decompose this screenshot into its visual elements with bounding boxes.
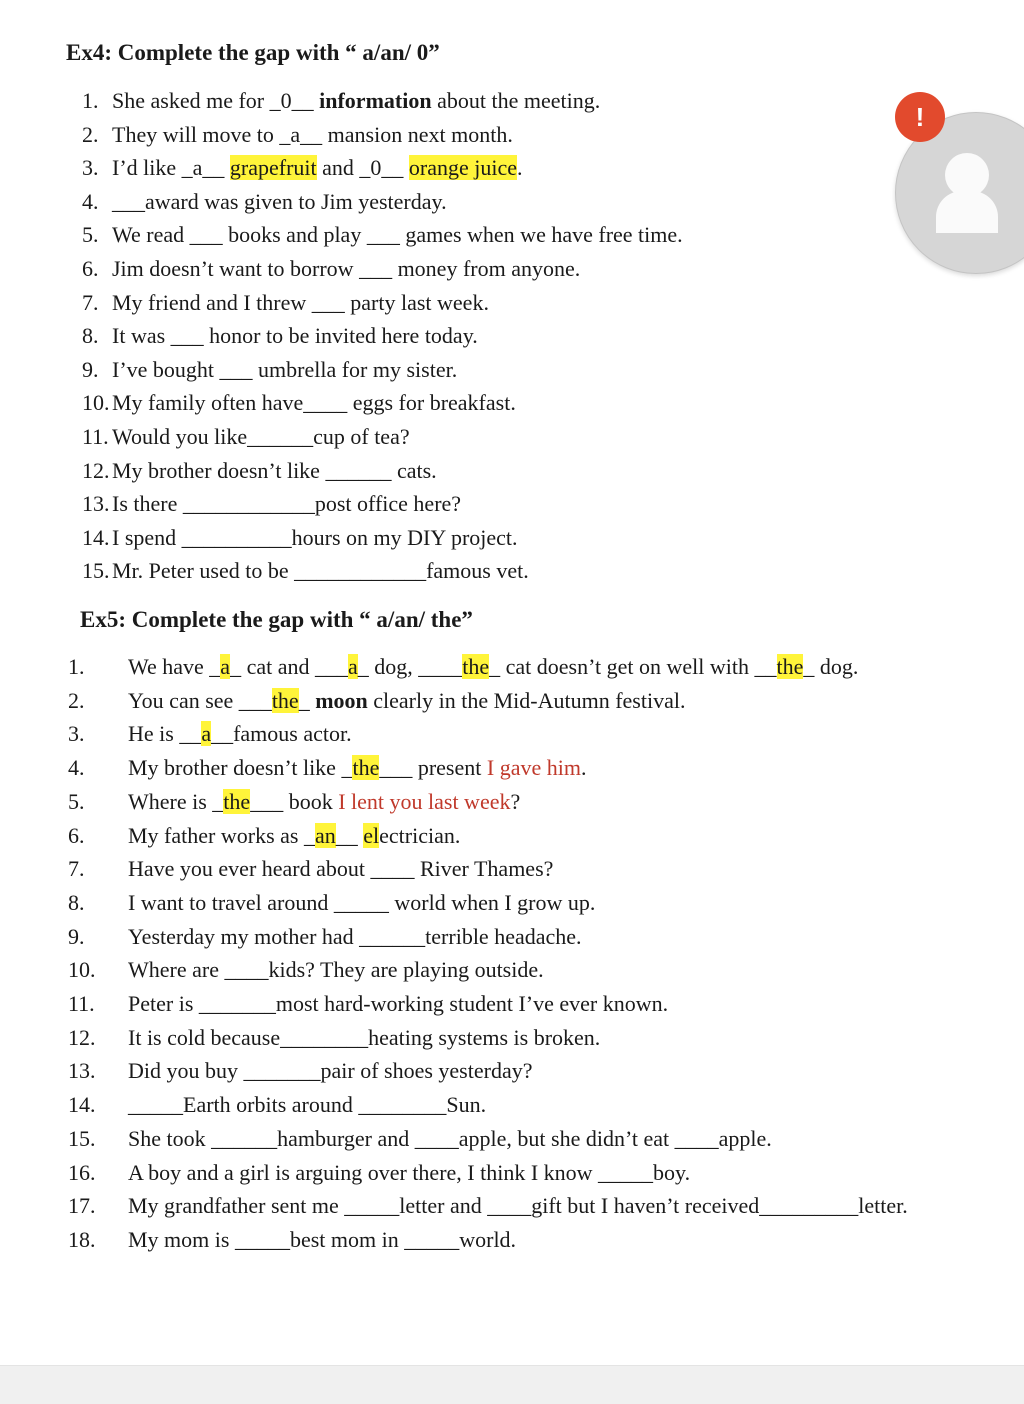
item-number: 4. [82,188,99,214]
item-number: 18. [68,1226,96,1252]
item-number: 8. [68,889,85,915]
item-number: 15. [68,1125,96,1151]
sentence-text: My father works as _ [128,822,315,848]
ex4-item [82,222,683,248]
annotation-text: I gave him [486,755,581,781]
sentence-text: moon [315,687,368,713]
item-number: 12. [68,1024,96,1050]
ex5-item [68,1193,908,1219]
ex5-item [68,654,858,680]
ex5-item [68,1126,772,1152]
sentence-text: Have you ever heard about ____ River Thames? [128,856,554,882]
sentence-text: about the meeting. [431,88,601,113]
sentence-text: We have _ [128,654,221,679]
ex5-item [68,1160,690,1186]
notification-badge-icon[interactable]: ! [895,92,945,142]
sentence-text: clearly in the Mid-Autumn festival. [367,687,686,713]
sentence-text: __famous actor. [211,721,352,747]
item-number: 3. [68,721,85,747]
highlighted-answer: the [462,654,490,679]
sentence-text: _ dog, ____ [357,654,463,679]
item-number: 13. [68,1058,96,1084]
sentence-text: I spend __________hours on my DIY project. [112,524,518,550]
item-number: 13. [82,491,110,517]
sentence-text: _ cat doesn’t get on well with __ [489,654,777,679]
ex5-item [68,823,460,849]
ex5-item [68,991,668,1017]
sentence-text: _ cat and ___ [230,654,348,679]
sentence-text: I’ve bought ___ umbrella for my sister. [112,356,458,382]
ex4-item [82,458,437,484]
ex5-item [68,1025,600,1051]
sentence-text: __ [335,822,364,848]
sentence-text: _ dog. [803,654,859,679]
ex5-item [68,890,595,916]
sentence-text: My friend and I threw ___ party last week. [112,289,489,315]
sentence-text: My family often have____ eggs for breakfast. [112,390,516,416]
item-number: 1. [82,88,99,113]
item-number: 8. [82,323,99,349]
ex5-item [68,1227,516,1253]
item-number: 17. [68,1193,96,1219]
bottom-bar [0,1365,1024,1404]
ex4-item [82,290,489,316]
sentence-text: Is there ____________post office here? [112,491,462,517]
ex5-item [68,1058,532,1084]
item-number: 9. [68,923,85,949]
sentence-text: My grandfather sent me _____letter and ____gift but I haven’t received_________letter. [128,1193,908,1219]
sentence-text: I want to travel around _____ world when I grow up. [128,889,596,915]
ex4-item [82,122,513,148]
ex4-item [82,88,600,114]
sentence-text: ___award was given to Jim yesterday. [112,188,447,214]
ex5-title: Ex5: Complete the gap with “ a/an/ the” [80,607,473,632]
ex4-title: Ex4: Complete the gap with “ a/an/ 0” [66,40,440,65]
item-number: 7. [68,856,85,882]
sentence-text: . [517,155,523,181]
item-number: 11. [82,424,109,449]
sentence-text: ___ book [250,788,339,814]
item-number: 14. [68,1092,96,1118]
item-number: 7. [82,289,99,315]
avatar-body-shape [936,191,998,233]
item-number: 11. [68,991,95,1016]
sentence-text: ectrician. [379,822,461,848]
item-number: 14. [82,524,110,550]
sentence-text: She took ______hamburger and ____apple, but she didn’t eat ____apple. [128,1125,772,1151]
sentence-text: I’d like _a__ [112,155,230,181]
annotation-text: I lent you last week [338,788,511,814]
ex5-item [68,856,553,882]
highlighted-answer: the [223,788,251,814]
item-number: 9. [82,356,99,382]
sentence-text: Where is _ [128,788,224,814]
item-number: 2. [82,121,99,147]
sentence-text: She asked me for _0__ [112,88,320,113]
sentence-text: Where are ____kids? They are playing outside. [128,957,544,983]
highlighted-answer: el [363,822,380,848]
item-number: 2. [68,687,85,713]
highlighted-answer: an [314,822,336,848]
sentence-text: Did you buy _______pair of shoes yesterday? [128,1058,533,1084]
sentence-text: _____Earth orbits around ________Sun. [128,1092,487,1118]
item-number: 16. [68,1159,96,1185]
ex4-item [82,424,410,450]
ex5-item [68,957,544,983]
sentence-text: Yesterday my mother had ______terrible headache. [128,923,582,949]
highlighted-answer: the [352,755,380,781]
item-number: 3. [82,155,99,181]
item-number: 15. [82,558,110,584]
sentence-text: They will move to _a__ mansion next month. [112,121,513,147]
sentence-text: Mr. Peter used to be ____________famous vet. [112,558,529,584]
ex5-item [68,789,520,815]
sentence-text: My mom is _____best mom in _____world. [128,1226,517,1252]
item-number: 1. [68,654,85,679]
sentence-text: My brother doesn’t like ______ cats. [112,457,437,483]
sentence-text: . [580,755,587,781]
ex4-item [82,256,580,282]
highlighted-answer: a [220,654,231,679]
ex4-item [82,558,529,584]
item-number: 5. [68,788,85,814]
sentence-text: Would you like______cup of tea? [112,424,410,449]
ex5-item [68,688,685,714]
highlighted-answer: the [271,687,299,713]
ex4-item [82,323,478,349]
sentence-text: It was ___ honor to be invited here today. [112,323,478,349]
highlighted-answer: orange juice [408,155,518,181]
ex4-item [82,189,447,215]
sentence-text: He is __ [128,721,202,747]
ex5-item [68,924,582,950]
sentence-text: Jim doesn’t want to borrow ___ money from anyone. [112,256,581,281]
item-number: 10. [68,957,96,983]
item-number: 6. [82,256,99,281]
highlighted-answer: a [201,721,212,747]
ex4-item [82,491,461,517]
highlighted-answer: the [776,654,804,679]
sentence-text: and _0__ [316,155,409,181]
sentence-text: _ [298,687,316,713]
ex4-item [82,357,457,383]
sentence-text: A boy and a girl is arguing over there, I think I know _____boy. [128,1159,691,1185]
ex5-item [68,1092,486,1118]
ex5-item [68,755,586,781]
ex4-item [82,390,516,416]
ex4-item [82,155,523,181]
ex5-item [68,721,352,747]
sentence-text: ___ present [379,755,487,781]
sentence-text: It is cold because________heating systems is broken. [128,1024,601,1050]
item-number: 4. [68,755,85,781]
highlighted-answer: grapefruit [229,155,317,181]
item-number: 5. [82,222,99,248]
highlighted-answer: a [347,654,358,679]
sentence-text: You can see ___ [128,687,272,713]
item-number: 6. [68,822,85,848]
sentence-text: Peter is _______most hard-working student I’ve ever known. [128,991,669,1016]
item-number: 12. [82,457,110,483]
sentence-text: ? [510,788,521,814]
sentence-text: information [319,88,432,113]
sentence-text: My brother doesn’t like _ [128,755,353,781]
ex4-item [82,525,518,551]
item-number: 10. [82,390,110,416]
sentence-text: We read ___ books and play ___ games when we have free time. [112,222,683,248]
